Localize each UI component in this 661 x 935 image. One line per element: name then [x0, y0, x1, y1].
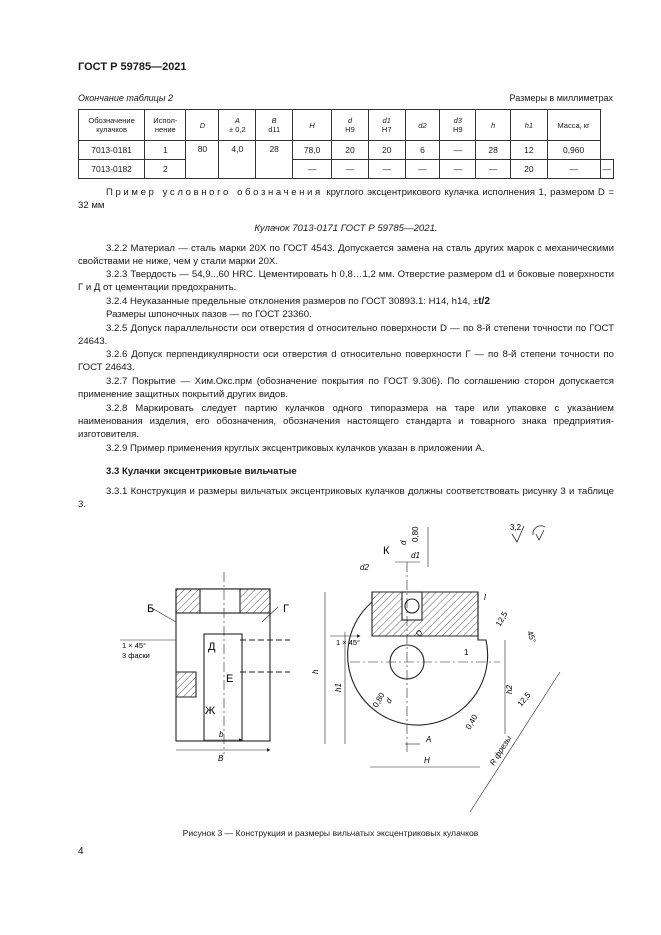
- th-D: D: [186, 110, 219, 141]
- label-080-front: 0,80: [370, 691, 387, 709]
- paragraph-3-2-5: 3.2.5 Допуск параллельности оси отверстия d относительно поверхности D — по 8-й степени точности по ГОСТ 24643.: [78, 323, 614, 347]
- cell: —: [332, 160, 369, 179]
- cell: 20: [368, 141, 405, 160]
- label-chamfer: 1 × 45°: [122, 641, 147, 650]
- page-header: ГОСТ Р 59785—2021: [78, 61, 187, 73]
- cell: 80: [186, 141, 219, 179]
- cell: 20: [511, 160, 548, 179]
- figure-caption: Рисунок 3 — Конструкция и размеры вильчатых эксцентриковых кулачков: [182, 828, 479, 838]
- label-d-top: d: [399, 540, 408, 545]
- table-row: [79, 141, 614, 160]
- th-d: d H9: [332, 110, 369, 141]
- label-45-deg: 45°: [525, 629, 538, 645]
- label-H: H: [424, 756, 430, 765]
- side-view: [120, 572, 290, 754]
- th-version: Испол- нение: [145, 110, 186, 141]
- cell: —: [600, 160, 614, 179]
- label-d-front: d: [383, 696, 394, 705]
- cell: 28: [476, 141, 511, 160]
- cell: 20: [332, 141, 369, 160]
- label-Zh-cyr: Ж: [205, 705, 216, 717]
- label-h: h: [311, 669, 320, 674]
- section-heading-3-3: 3.3 Кулачки эксцентриковые вильчатые: [106, 466, 297, 477]
- label-D-front: D: [413, 628, 425, 638]
- label-080-top: 0,80: [411, 526, 420, 542]
- designation-example: Кулачок 7013-0171 ГОСТ Р 59785—2021.: [254, 223, 438, 234]
- th-d1: d1 H7: [368, 110, 405, 141]
- cell: —: [405, 160, 440, 179]
- paragraph-3-2-4: 3.2.4 Неуказанные предельные отклонения размеров по ГОСТ 30893.1: H14, h14, ±t/2: [106, 296, 490, 307]
- cell: 7013-0182: [79, 160, 145, 179]
- dimensions-table: [78, 109, 614, 179]
- th-d3: d3 H9: [440, 110, 476, 141]
- label-h2: h2: [505, 685, 514, 694]
- label-B-cyr: Б: [147, 603, 155, 615]
- label-E-cyr: Е: [226, 673, 234, 685]
- th-designation: Обозначение кулачков: [79, 110, 145, 141]
- page-number: 4: [78, 846, 84, 857]
- technical-drawing: [0, 512, 661, 824]
- paragraph-3-2-9: 3.2.9 Пример применения круглых эксцентриковых кулачков указан в приложении А.: [106, 443, 485, 454]
- label-l: l: [484, 593, 486, 602]
- cell: 2: [145, 160, 186, 179]
- table-header-row: [79, 110, 614, 141]
- th-A: A ± 0,2: [219, 110, 256, 141]
- label-chamfer-front: 1 × 45°: [336, 638, 361, 647]
- cell: —: [476, 160, 511, 179]
- cam-hatched-section: [372, 592, 478, 636]
- th-B: B d11: [256, 110, 293, 141]
- th-d2: d2: [405, 110, 440, 141]
- label-3-chamfers: 3 фаски: [122, 651, 150, 660]
- table-units: Размеры в миллиметрах: [509, 93, 613, 103]
- label-b: b: [219, 730, 224, 739]
- th-h1: h1: [511, 110, 548, 141]
- cell: 1: [145, 141, 186, 160]
- paragraph-3-2-7: 3.2.7 Покрытие — Хим.Окс.прм (обозначение покрытия по ГОСТ 9.306). По соглашению сторон допускается применение защитных покрытий других видов.: [78, 376, 614, 400]
- label-A: A: [426, 735, 432, 744]
- label-G-cyr: Г: [283, 603, 289, 615]
- cell: 78,0: [293, 141, 332, 160]
- label-R-cutter: R фрезы: [488, 734, 514, 768]
- label-125-top: 12,5: [493, 610, 510, 628]
- table-row: [79, 160, 614, 179]
- label-one: 1: [464, 648, 469, 657]
- cell: 4,0: [219, 141, 256, 179]
- paragraph-3-3-1: 3.3.1 Конструкция и размеры вильчатых эксцентриковых кулачков должны соответствовать рисунку 3 и таблице 3.: [78, 486, 614, 510]
- label-D-cyr: Д: [208, 641, 216, 653]
- cell: —: [440, 141, 476, 160]
- paragraph-3-2-8: 3.2.8 Маркировать следует партию кулачков одного типоразмера на таре или упаковке с указанием наименования изделия, его обозначения, обозначения настоящего стандарта и товарного знака предприятия-изготовителя.: [78, 403, 614, 440]
- label-d1: d1: [411, 551, 420, 560]
- cell: 0,960: [547, 141, 600, 160]
- cell: 7013-0181: [79, 141, 145, 160]
- label-125-right: 12,5: [515, 690, 533, 709]
- label-h1: h1: [334, 683, 343, 692]
- cell: 28: [256, 141, 293, 179]
- label-d2: d2: [360, 563, 369, 572]
- label-B: B: [218, 754, 224, 763]
- table-caption: Окончание таблицы 2: [78, 93, 173, 103]
- left-hatched-notch: [176, 672, 196, 697]
- paragraph-example: Пример условного обозначения круглого эксцентрикового кулачка исполнения 1, размером D = 32 мм: [78, 187, 614, 211]
- th-h: h: [476, 110, 511, 141]
- th-mass: Масса, кг: [547, 110, 600, 141]
- cell: 12: [511, 141, 548, 160]
- label-K-cyr: К: [383, 545, 390, 557]
- bore-section: [200, 589, 240, 613]
- cell: —: [368, 160, 405, 179]
- paragraph-3-2-3: 3.2.3 Твердость — 54,9...60 HRC. Цементировать h 0,8…1,2 мм. Отверстие размером d1 и боковые поверхности Г и Д от цементации предохранить.: [78, 269, 614, 293]
- paragraph-3-2-2: 3.2.2 Материал — сталь марки 20Х по ГОСТ 4543. Допускается замена на сталь других марок с механическими свойствами не ниже, чем у стали марки 20Х.: [78, 243, 614, 267]
- fraction-t2-icon: t/2: [478, 296, 490, 307]
- paragraph-3-2-6: 3.2.6 Допуск перпендикулярности оси отверстия d относительно поверхности Г — по 8-й степени точности по ГОСТ 24643.: [78, 349, 614, 373]
- cell: —: [440, 160, 476, 179]
- label-roughness: 3,2: [510, 523, 522, 532]
- cell: 6: [405, 141, 440, 160]
- cell: —: [293, 160, 332, 179]
- label-040: 0,40: [463, 713, 480, 731]
- th-H: H: [293, 110, 332, 141]
- cell: —: [547, 160, 600, 179]
- paragraph-3-2-4-keys: Размеры шпоночных пазов — по ГОСТ 23360.: [106, 309, 312, 320]
